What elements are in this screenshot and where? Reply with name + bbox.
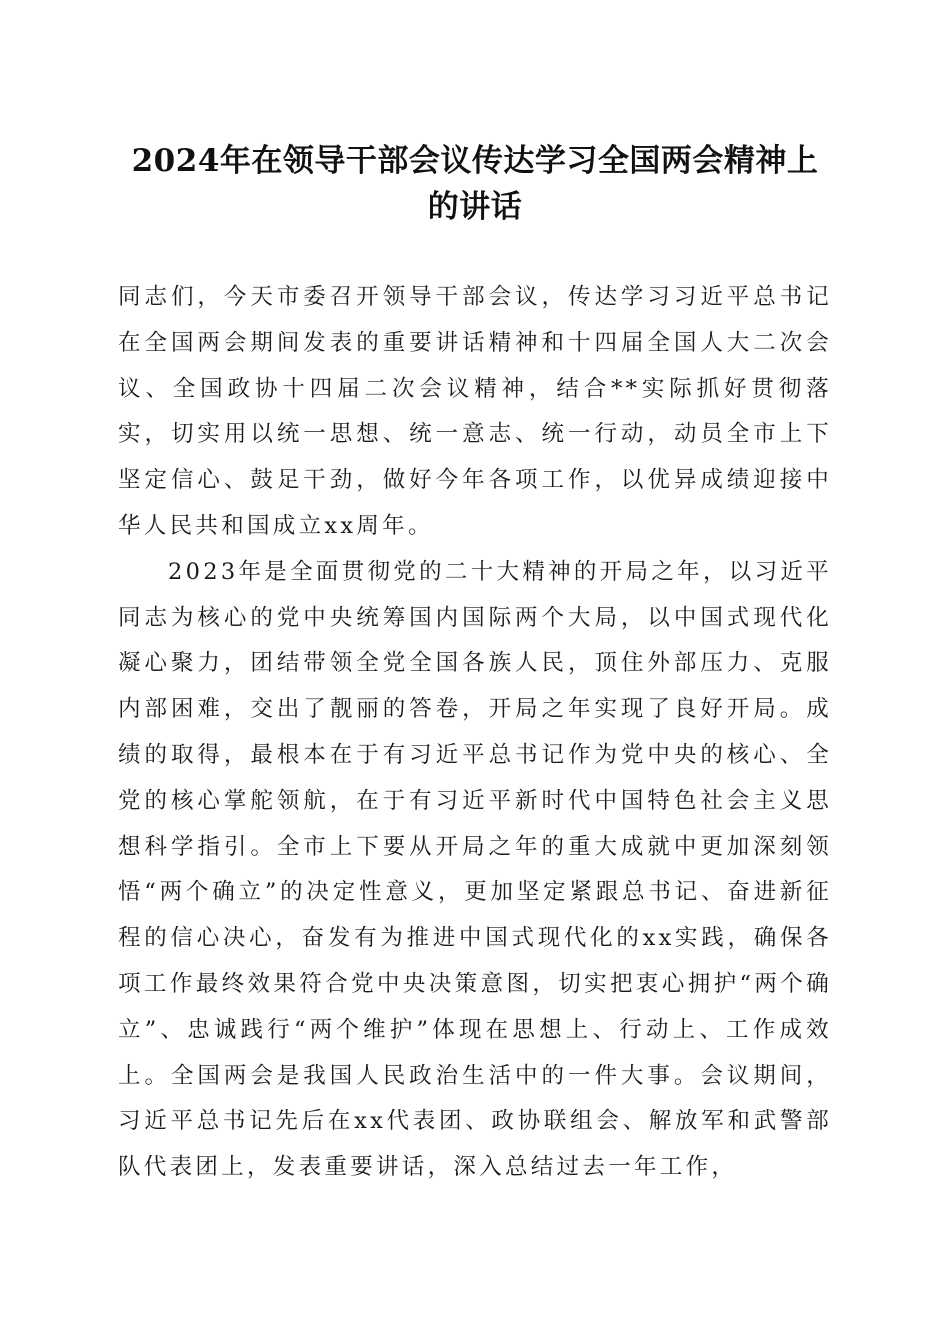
paragraph-review-2023: 2023年是全面贯彻党的二十大精神的开局之年，以习近平同志为核心的党中央统筹国内国际两个大局，以中国式现代化凝心聚力，团结带领全党全国各族人民，顶住外部压力、克服内部困难，交出了靓丽的答卷，开局之年实现了良好开局。成绩的取得，最根本在于有习近平总书记作为党中央的核心、全党的核心掌舵领航，在于有习近平新时代中国特色社会主义思想科学指引。全市上下要从开局之年的重大成就中更加深刻领悟“两个确立”的决定性意义，更加坚定紧跟总书记、奋进新征程的信心决心，奋发有为推进中国式现代化的xx实践，确保各项工作最终效果符合党中央决策意图，切实把衷心拥护“两个确立”、忠诚践行“两个维护”体现在思想上、行动上、工作成效上。全国两会是我国人民政治生活中的一件大事。会议期间，习近平总书记先后在xx代表团、政协联组会、解放军和武警部队代表团上，发表重要讲话，深入总结过去一年工作， <box>118 558 832 1181</box>
document-title: 2024年在领导干部会议传达学习全国两会精神上的讲话 <box>131 143 819 225</box>
paragraph-opening: 同志们，今天市委召开领导干部会议，传达学习习近平总书记在全国两会期间发表的重要讲话精神和十四届全国人大二次会议、全国政协十四届二次会议精神，结合**实际抓好贯彻落实，切实用以统一思想、统一意志、统一行动，动员全市上下坚定信心、鼓足干劲，做好今年各项工作，以优异成绩迎接中华人民共和国成立xx周年。 <box>118 284 832 539</box>
document-body <box>118 275 832 1191</box>
